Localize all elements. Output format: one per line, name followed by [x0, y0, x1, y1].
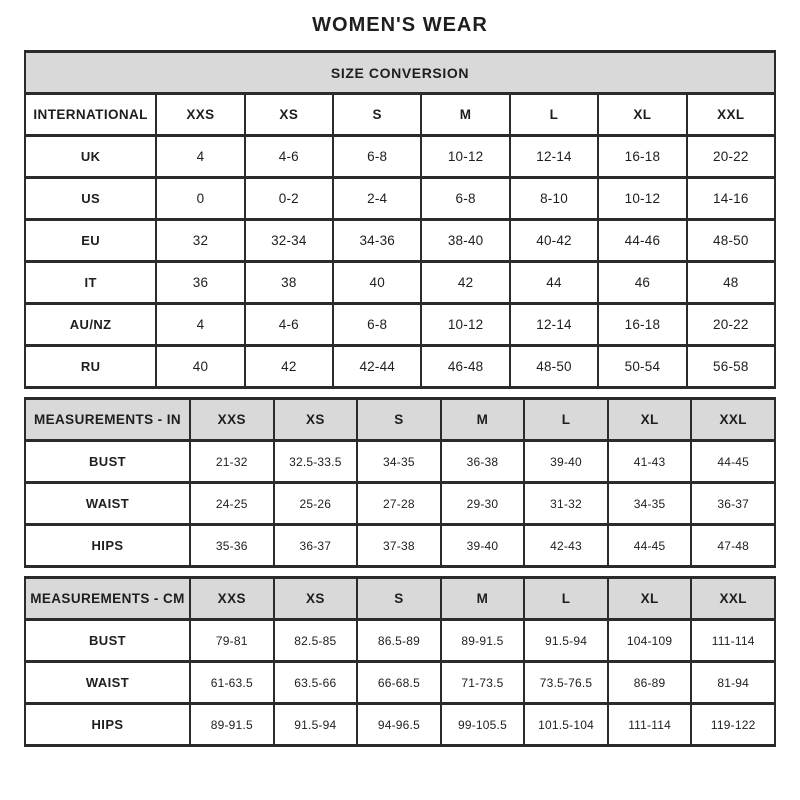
table-cell: 40-42	[510, 220, 598, 262]
table-cell: 86.5-89	[357, 620, 441, 662]
column-header: XS	[274, 578, 358, 620]
table-cell: 111-114	[608, 704, 692, 746]
column-header: XS	[274, 399, 358, 441]
row-label: AU/NZ	[25, 304, 156, 346]
table-cell: 42-44	[333, 346, 421, 388]
table-cell: 89-91.5	[190, 704, 274, 746]
table-cell: 32-34	[245, 220, 333, 262]
column-header: MEASUREMENTS - CM	[25, 578, 190, 620]
column-header: MEASUREMENTS - IN	[25, 399, 190, 441]
table-cell: 34-36	[333, 220, 421, 262]
table-cell: 36	[156, 262, 244, 304]
table-cell: 16-18	[598, 304, 686, 346]
table-cell: 42-43	[524, 525, 608, 567]
table-cell: 46-48	[421, 346, 509, 388]
column-header: L	[524, 399, 608, 441]
table-row	[25, 704, 775, 746]
table-cell: 14-16	[687, 178, 775, 220]
table-cell: 4-6	[245, 304, 333, 346]
column-header: L	[510, 94, 598, 136]
table-cell: 4	[156, 304, 244, 346]
table-cell: 94-96.5	[357, 704, 441, 746]
table-cell: 104-109	[608, 620, 692, 662]
table-cell: 44-46	[598, 220, 686, 262]
table-cell: 101.5-104	[524, 704, 608, 746]
table-cell: 8-10	[510, 178, 598, 220]
column-header: L	[524, 578, 608, 620]
column-header: M	[421, 94, 509, 136]
table-cell: 44	[510, 262, 598, 304]
table-row	[25, 304, 775, 346]
table-cell: 48	[687, 262, 775, 304]
table-cell: 4-6	[245, 136, 333, 178]
column-header: S	[357, 399, 441, 441]
table-cell: 48-50	[510, 346, 598, 388]
column-header: XL	[598, 94, 686, 136]
table-cell: 81-94	[691, 662, 775, 704]
table-cell: 41-43	[608, 441, 692, 483]
column-header: XXS	[156, 94, 244, 136]
table-cell: 89-91.5	[441, 620, 525, 662]
page-title: WOMEN'S WEAR	[312, 14, 488, 36]
table-cell: 36-38	[441, 441, 525, 483]
size-conversion-table	[24, 50, 776, 389]
column-header: INTERNATIONAL	[25, 94, 156, 136]
table-cell: 32	[156, 220, 244, 262]
table-row	[25, 441, 775, 483]
table-cell: 27-28	[357, 483, 441, 525]
table-cell: 119-122	[691, 704, 775, 746]
row-label: US	[25, 178, 156, 220]
table-cell: 79-81	[190, 620, 274, 662]
table-row	[25, 136, 775, 178]
table-cell: 12-14	[510, 304, 598, 346]
column-header: XL	[608, 578, 692, 620]
table-cell: 71-73.5	[441, 662, 525, 704]
table-cell: 32.5-33.5	[274, 441, 358, 483]
table-cell: 29-30	[441, 483, 525, 525]
table-cell: 111-114	[691, 620, 775, 662]
table-cell: 10-12	[421, 136, 509, 178]
table-cell: 37-38	[357, 525, 441, 567]
column-header: XXL	[691, 578, 775, 620]
column-header-row	[25, 94, 775, 136]
row-label: WAIST	[25, 662, 190, 704]
table-cell: 82.5-85	[274, 620, 358, 662]
table-cell: 39-40	[441, 525, 525, 567]
column-header: XL	[608, 399, 692, 441]
row-label: EU	[25, 220, 156, 262]
table-cell: 63.5-66	[274, 662, 358, 704]
table-cell: 36-37	[691, 483, 775, 525]
table-cell: 56-58	[687, 346, 775, 388]
table-row	[25, 178, 775, 220]
column-header: XS	[245, 94, 333, 136]
table-row	[25, 346, 775, 388]
column-header: XXS	[190, 399, 274, 441]
table-cell: 36-37	[274, 525, 358, 567]
row-label: HIPS	[25, 525, 190, 567]
table-cell: 40	[333, 262, 421, 304]
table-cell: 24-25	[190, 483, 274, 525]
table-cell: 16-18	[598, 136, 686, 178]
table-cell: 20-22	[687, 136, 775, 178]
table-cell: 10-12	[598, 178, 686, 220]
table-cell: 40	[156, 346, 244, 388]
table-cell: 42	[421, 262, 509, 304]
row-label: RU	[25, 346, 156, 388]
table-cell: 47-48	[691, 525, 775, 567]
table-row	[25, 525, 775, 567]
row-label: BUST	[25, 441, 190, 483]
table-cell: 39-40	[524, 441, 608, 483]
table-row	[25, 262, 775, 304]
table-cell: 10-12	[421, 304, 509, 346]
table-row	[25, 662, 775, 704]
row-label: BUST	[25, 620, 190, 662]
table-cell: 6-8	[333, 304, 421, 346]
table-cell: 12-14	[510, 136, 598, 178]
table-cell: 6-8	[421, 178, 509, 220]
table-row	[25, 620, 775, 662]
table-banner: SIZE CONVERSION	[25, 52, 775, 94]
measurements-in-table	[24, 397, 776, 568]
column-header: S	[357, 578, 441, 620]
row-label: WAIST	[25, 483, 190, 525]
column-header-row	[25, 578, 775, 620]
column-header-row	[25, 399, 775, 441]
table-cell: 99-105.5	[441, 704, 525, 746]
table-cell: 91.5-94	[274, 704, 358, 746]
table-cell: 48-50	[687, 220, 775, 262]
table-cell: 21-32	[190, 441, 274, 483]
table-cell: 46	[598, 262, 686, 304]
row-label: UK	[25, 136, 156, 178]
table-row	[25, 220, 775, 262]
table-cell: 2-4	[333, 178, 421, 220]
column-header: XXL	[691, 399, 775, 441]
table-cell: 25-26	[274, 483, 358, 525]
table-cell: 34-35	[357, 441, 441, 483]
row-label: HIPS	[25, 704, 190, 746]
table-cell: 0	[156, 178, 244, 220]
table-cell: 50-54	[598, 346, 686, 388]
table-cell: 31-32	[524, 483, 608, 525]
table-cell: 61-63.5	[190, 662, 274, 704]
table-cell: 4	[156, 136, 244, 178]
table-cell: 0-2	[245, 178, 333, 220]
column-header: S	[333, 94, 421, 136]
measurements-cm-table	[24, 576, 776, 747]
table-cell: 44-45	[691, 441, 775, 483]
table-cell: 73.5-76.5	[524, 662, 608, 704]
table-cell: 6-8	[333, 136, 421, 178]
table-row	[25, 483, 775, 525]
column-header: M	[441, 399, 525, 441]
row-label: IT	[25, 262, 156, 304]
table-cell: 20-22	[687, 304, 775, 346]
table-cell: 44-45	[608, 525, 692, 567]
table-cell: 38-40	[421, 220, 509, 262]
column-header: M	[441, 578, 525, 620]
table-cell: 38	[245, 262, 333, 304]
table-cell: 66-68.5	[357, 662, 441, 704]
column-header: XXS	[190, 578, 274, 620]
table-cell: 35-36	[190, 525, 274, 567]
table-cell: 86-89	[608, 662, 692, 704]
table-cell: 34-35	[608, 483, 692, 525]
column-header: XXL	[687, 94, 775, 136]
table-cell: 91.5-94	[524, 620, 608, 662]
table-banner-row	[25, 52, 775, 94]
table-cell: 42	[245, 346, 333, 388]
